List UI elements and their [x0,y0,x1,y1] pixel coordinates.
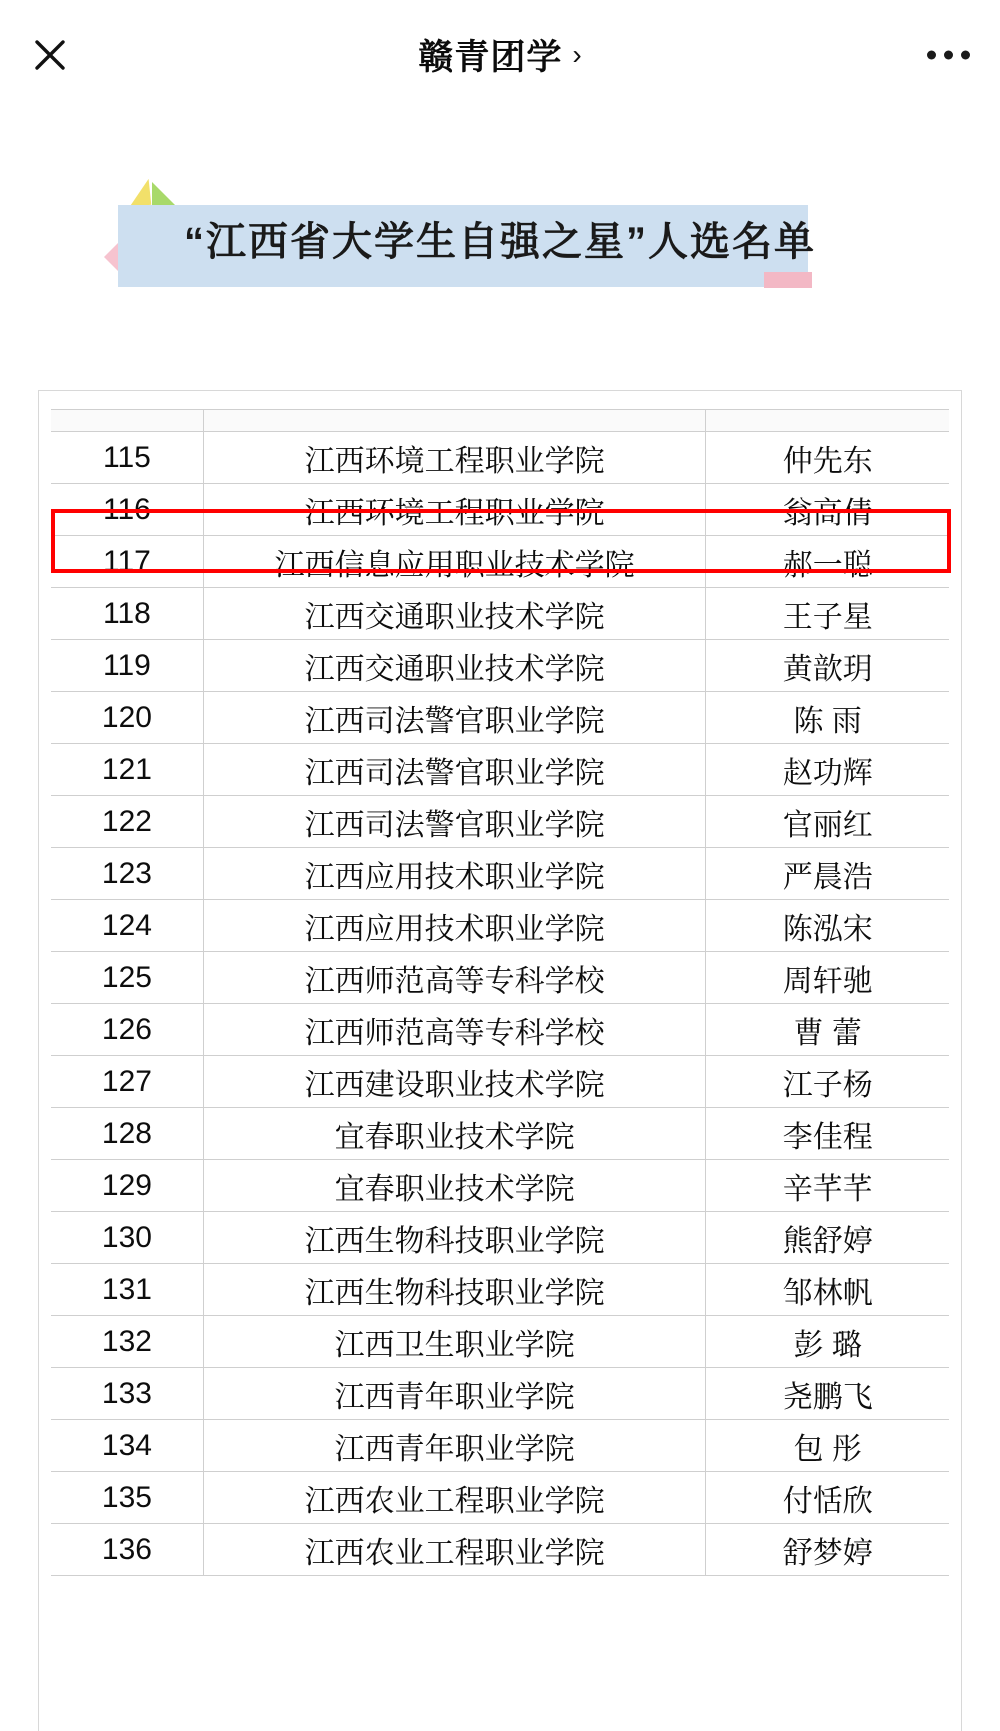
cell-name: 黄歆玥 [706,640,949,692]
cell-school: 江西应用技术职业学院 [203,900,706,952]
cell-number: 115 [51,432,203,484]
cell-name: 舒梦婷 [706,1524,949,1576]
table-row [51,1420,949,1472]
decor-bar-pink-icon [764,272,812,288]
cell-number: 134 [51,1420,203,1472]
table-row [51,432,949,484]
cell-school: 江西司法警官职业学院 [203,692,706,744]
cell-name: 辛芊芊 [706,1160,949,1212]
cell-school: 江西环境工程职业学院 [203,484,706,536]
cell-number: 122 [51,796,203,848]
table-row [51,744,949,796]
table-row [51,1160,949,1212]
table-row [51,692,949,744]
table-row [51,1056,949,1108]
cell-school: 江西司法警官职业学院 [203,796,706,848]
cell-name: 周轩驰 [706,952,949,1004]
table-row [51,1264,949,1316]
cell-school: 江西交通职业技术学院 [203,588,706,640]
cell-name: 官丽红 [706,796,949,848]
cell-number: 116 [51,484,203,536]
cell-school: 江西师范高等专科学校 [203,1004,706,1056]
cell-name: 包 彤 [706,1420,949,1472]
cell-name: 翁高倩 [706,484,949,536]
cell-name: 熊舒婷 [706,1212,949,1264]
cell-name: 陈 雨 [706,692,949,744]
cell-number: 118 [51,588,203,640]
listing-table-card [38,390,962,1731]
table-row [51,1316,949,1368]
table-row [51,952,949,1004]
cell-school: 江西环境工程职业学院 [203,432,706,484]
cell-name: 严晨浩 [706,848,949,900]
cell-name: 邹林帆 [706,1264,949,1316]
chevron-right-icon: › [572,39,582,70]
cell-name: 郝一聪 [706,536,949,588]
cell-school: 江西生物科技职业学院 [203,1212,706,1264]
header-cell-num [51,410,203,432]
cell-number: 129 [51,1160,203,1212]
cell-school: 江西师范高等专科学校 [203,952,706,1004]
table-row [51,1368,949,1420]
cell-name: 仲先东 [706,432,949,484]
cell-school: 江西建设职业技术学院 [203,1056,706,1108]
cell-school: 江西司法警官职业学院 [203,744,706,796]
close-icon[interactable] [28,33,72,77]
cell-number: 133 [51,1368,203,1420]
table-row [51,536,949,588]
cell-name: 陈泓宋 [706,900,949,952]
cell-school: 宜春职业技术学院 [203,1160,706,1212]
cell-number: 132 [51,1316,203,1368]
cell-name: 付恬欣 [706,1472,949,1524]
table-row [51,1524,949,1576]
top-navigation-bar [0,0,1000,110]
page-title: 赣青团学 [418,38,563,77]
cell-number: 121 [51,744,203,796]
table-header-spacer [51,410,949,432]
cell-name: 李佳程 [706,1108,949,1160]
cell-number: 126 [51,1004,203,1056]
cell-number: 124 [51,900,203,952]
table-row [51,796,949,848]
cell-school: 江西农业工程职业学院 [203,1472,706,1524]
cell-number: 127 [51,1056,203,1108]
cell-name: 王子星 [706,588,949,640]
cell-name: 尧鹏飞 [706,1368,949,1420]
table-row [51,1472,949,1524]
cell-school: 江西青年职业学院 [203,1368,706,1420]
table-row [51,1108,949,1160]
cell-school: 江西卫生职业学院 [203,1316,706,1368]
account-title-button[interactable] [418,30,581,80]
cell-number: 120 [51,692,203,744]
candidate-list-table [51,409,949,1576]
cell-school: 宜春职业技术学院 [203,1108,706,1160]
table-row [51,640,949,692]
cell-name: 赵功辉 [706,744,949,796]
cell-number: 128 [51,1108,203,1160]
header-cell-name [706,410,949,432]
cell-school: 江西农业工程职业学院 [203,1524,706,1576]
table-row [51,588,949,640]
cell-number: 125 [51,952,203,1004]
cell-number: 119 [51,640,203,692]
cell-name: 曹 蕾 [706,1004,949,1056]
cell-school: 江西应用技术职业学院 [203,848,706,900]
cell-school: 江西青年职业学院 [203,1420,706,1472]
banner [0,120,1000,370]
cell-number: 123 [51,848,203,900]
decor-triangle-green-icon [152,182,176,206]
cell-number: 131 [51,1264,203,1316]
banner-title: “江西省大学生自强之星”人选名单 [184,220,816,264]
cell-school: 江西信息应用职业技术学院 [203,536,706,588]
table-row [51,1212,949,1264]
cell-number: 130 [51,1212,203,1264]
header-cell-school [203,410,706,432]
table-row [51,900,949,952]
table-row [51,1004,949,1056]
cell-name: 彭 璐 [706,1316,949,1368]
cell-number: 136 [51,1524,203,1576]
cell-number: 117 [51,536,203,588]
table-row [51,484,949,536]
table-row [51,848,949,900]
more-options-icon[interactable] [927,51,970,60]
cell-school: 江西交通职业技术学院 [203,640,706,692]
decor-triangle-yellow-icon [127,179,152,207]
cell-number: 135 [51,1472,203,1524]
cell-name: 江子杨 [706,1056,949,1108]
cell-school: 江西生物科技职业学院 [203,1264,706,1316]
